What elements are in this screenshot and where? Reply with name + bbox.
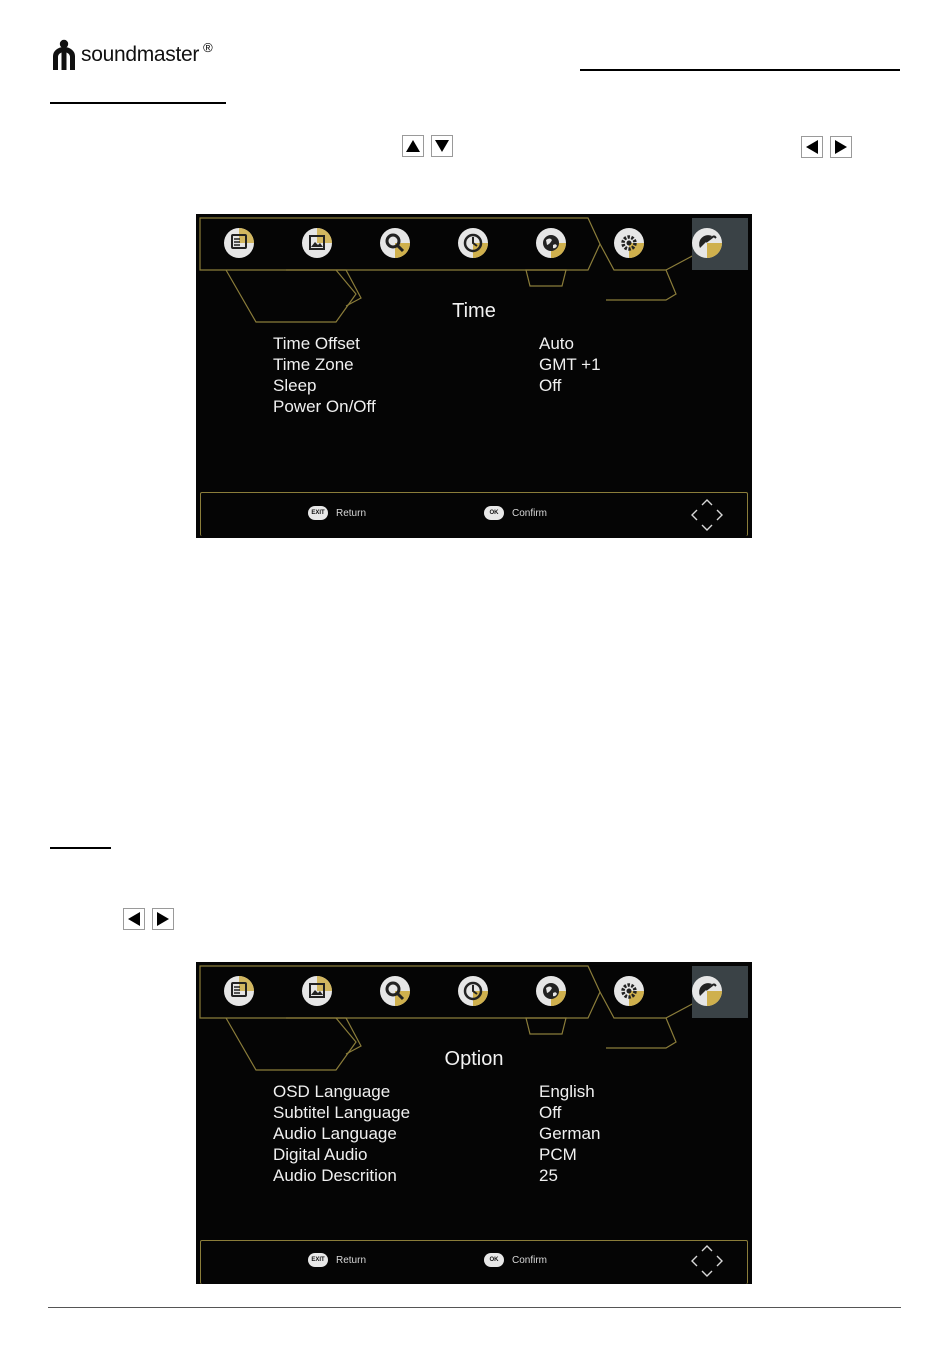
triangle-left-icon — [126, 911, 142, 927]
time-menu-screen — [196, 214, 752, 538]
tab-settings[interactable] — [612, 974, 646, 1008]
return-hint[interactable] — [308, 506, 366, 520]
menu-row[interactable] — [273, 1102, 600, 1123]
option-menu-screen — [196, 962, 752, 1284]
menu-row-value: English — [539, 1082, 595, 1101]
exit-key-icon: EXIT — [308, 1253, 328, 1267]
menu-row-label: Subtitel Language — [273, 1103, 411, 1122]
gear-icon — [612, 226, 646, 260]
header-rule-right — [580, 69, 900, 71]
menu-row[interactable] — [273, 1123, 600, 1144]
soundmaster-logo-icon — [50, 38, 78, 72]
picture-icon — [300, 226, 334, 260]
menu-title: Time — [452, 300, 496, 322]
tab-channel[interactable] — [222, 226, 256, 260]
menu-row-value: Off — [539, 376, 562, 395]
globe-icon — [534, 974, 568, 1008]
menu-row-value: GMT +1 — [539, 355, 601, 374]
menu-row-label: Power On/Off — [273, 397, 376, 416]
tab-search[interactable] — [378, 974, 412, 1008]
exit-key-icon: EXIT — [308, 506, 328, 520]
menu-row-label: Sleep — [273, 376, 317, 395]
confirm-label: Confirm — [512, 1254, 548, 1266]
down-arrow-key — [431, 135, 453, 157]
tab-channel[interactable] — [222, 974, 256, 1008]
confirm-label: Confirm — [512, 507, 548, 519]
tab-lock[interactable] — [534, 974, 568, 1008]
navigation-arrows-icon — [690, 1244, 724, 1278]
menu-row-label: Digital Audio — [273, 1145, 368, 1164]
tab-option[interactable] — [690, 226, 724, 260]
page-footer-rule — [48, 1307, 901, 1308]
ok-key-icon: OK — [484, 1253, 504, 1267]
tab-time[interactable] — [456, 974, 490, 1008]
channel-list-icon — [222, 974, 256, 1008]
tab-settings[interactable] — [612, 226, 646, 260]
confirm-hint[interactable] — [484, 1253, 547, 1267]
menu-row-value: Off — [539, 1103, 562, 1122]
menu-row-value: German — [539, 1124, 601, 1143]
right-arrow-key — [830, 136, 852, 158]
menu-title: Option — [444, 1048, 504, 1070]
menu-row-value: Auto — [539, 334, 574, 353]
menu-tab-bar — [218, 974, 748, 1010]
menu-row-label: Time Offset — [273, 334, 360, 353]
menu-row[interactable] — [273, 1144, 600, 1165]
left-arrow-key — [801, 136, 823, 158]
return-label: Return — [336, 1254, 367, 1266]
left-arrow-key — [123, 908, 145, 930]
triangle-up-icon — [405, 138, 421, 154]
satellite-dish-icon — [690, 974, 724, 1008]
menu-row[interactable] — [273, 1081, 600, 1102]
navigation-arrows-icon — [690, 498, 724, 532]
menu-row-label: Time Zone — [273, 355, 354, 374]
gear-icon — [612, 974, 646, 1008]
triangle-right-icon — [155, 911, 171, 927]
return-hint[interactable] — [308, 1253, 366, 1267]
menu-row[interactable] — [273, 396, 601, 417]
right-arrow-key — [152, 908, 174, 930]
triangle-right-icon — [833, 139, 849, 155]
footer-frame — [200, 492, 748, 536]
brand-logo — [50, 38, 213, 72]
menu-row-label: Audio Language — [273, 1124, 397, 1143]
menu-row-value: 25 — [539, 1166, 558, 1185]
menu-row-label: OSD Language — [273, 1082, 391, 1101]
return-label: Return — [336, 507, 367, 519]
ok-key-icon: OK — [484, 506, 504, 520]
tab-lock[interactable] — [534, 226, 568, 260]
menu-row[interactable] — [273, 1165, 600, 1186]
triangle-down-icon — [434, 138, 450, 154]
menu-list — [273, 333, 601, 417]
tab-search[interactable] — [378, 226, 412, 260]
triangle-left-icon — [804, 139, 820, 155]
registered-mark: ® — [203, 39, 213, 55]
tab-picture[interactable] — [300, 974, 334, 1008]
section-rule-top — [50, 102, 226, 104]
satellite-dish-icon — [690, 226, 724, 260]
menu-list — [273, 1081, 600, 1186]
section-rule-bottom — [50, 847, 111, 849]
search-icon — [378, 974, 412, 1008]
search-icon — [378, 226, 412, 260]
globe-icon — [534, 226, 568, 260]
clock-icon — [456, 226, 490, 260]
brand-name: soundmaster — [81, 43, 200, 66]
tab-time[interactable] — [456, 226, 490, 260]
tab-option[interactable] — [690, 974, 724, 1008]
footer-frame — [200, 1240, 748, 1284]
menu-row-value: PCM — [539, 1145, 577, 1164]
clock-icon — [456, 974, 490, 1008]
menu-row[interactable] — [273, 375, 601, 396]
tab-picture[interactable] — [300, 226, 334, 260]
menu-row[interactable] — [273, 354, 601, 375]
picture-icon — [300, 974, 334, 1008]
menu-tab-bar — [218, 226, 748, 262]
confirm-hint[interactable] — [484, 506, 547, 520]
channel-list-icon — [222, 226, 256, 260]
menu-row-label: Audio Descrition — [273, 1166, 397, 1185]
up-arrow-key — [402, 135, 424, 157]
menu-row[interactable] — [273, 333, 601, 354]
